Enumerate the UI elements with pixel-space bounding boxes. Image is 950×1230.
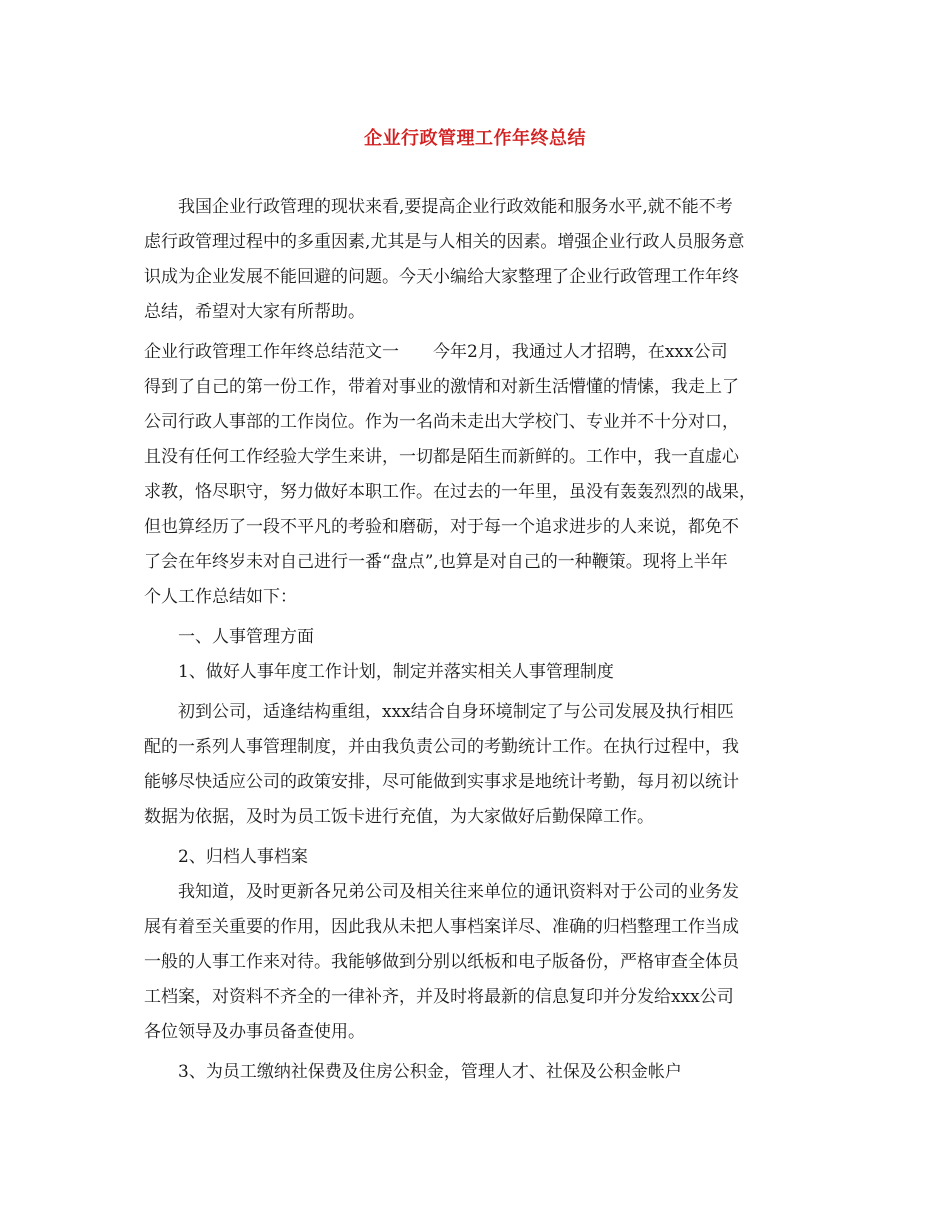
body-line: 了会在年终岁未对自己进行一番“盘点”,也算是对自己的一种鞭策。现将上半年 [144,552,728,572]
body-line: 一般的人事工作来对待。我能够做到分别以纸板和电子版备份，严格审查全体员 [144,952,739,972]
intro-line: 总结，希望对大家有所帮助。 [144,302,365,322]
body-line: 数据为依据，及时为员工饭卡进行充值，为大家做好后勤保障工作。 [144,807,654,827]
section-heading: 一、人事管理方面 [178,627,314,647]
body-line: 个人工作总结如下： [144,587,297,607]
body-line: 我知道，及时更新各兄弟公司及相关往来单位的通讯资料对于公司的业务发 [178,882,739,902]
body-line: 初到公司，适逢结构重组，xxx结合自身环境制定了与公司发展及执行相匹 [178,702,734,722]
body-line: 公司行政人事部的工作岗位。作为一名尚未走出大学校门、专业并不十分对口， [144,412,739,432]
body-line: 展有着至关重要的作用，因此我从未把人事档案详尽、准确的归档整理工作当成 [144,917,739,937]
item-title: 2、归档人事档案 [178,847,308,867]
section-line [144,341,804,363]
body-line: 得到了自己的第一份工作，带着对事业的激情和对新生活懵懂的情愫，我走上了 [144,377,739,397]
body-line: 能够尽快适应公司的政策安排，尽可能做到实事求是地统计考勤，每月初以统计 [144,772,739,792]
item-title: 3、为员工缴纳社保费及住房公积金，管理人才、社保及公积金帐户 [178,1062,682,1082]
intro-line: 我国企业行政管理的现状来看,要提高企业行政效能和服务水平,就不能不考 [178,197,733,217]
item-title: 1、做好人事年度工作计划，制定并落实相关人事管理制度 [178,662,614,682]
intro-line: 识成为企业发展不能回避的问题。今天小编给大家整理了企业行政管理工作年终 [144,267,739,287]
body-line: 今年2月，我通过人才招聘，在xxx公司 [433,342,728,362]
body-line: 工档案，对资料不齐全的一律补齐，并及时将最新的信息复印并分发给xxx公司 [144,987,734,1007]
body-line: 各位领导及办事员备查使用。 [144,1022,365,1042]
intro-line: 虑行政管理过程中的多重因素,尤其是与人相关的因素。增强企业行政人员服务意 [144,232,745,252]
body-line: 但也算经历了一段不平凡的考验和磨砺，对于每一个追求进步的人来说，都免不 [144,517,739,537]
body-line: 配的一系列人事管理制度，并由我负责公司的考勤统计工作。在执行过程中，我 [144,737,739,757]
body-line: 求教，恪尽职守，努力做好本职工作。在过去的一年里，虽没有轰轰烈烈的战果， [144,482,756,502]
body-line: 且没有任何工作经验大学生来讲，一切都是陌生而新鲜的。工作中，我一直虚心 [144,447,739,467]
document-title: 企业行政管理工作年终总结 [364,128,586,149]
section-label: 企业行政管理工作年终总结范文一 [144,342,399,362]
